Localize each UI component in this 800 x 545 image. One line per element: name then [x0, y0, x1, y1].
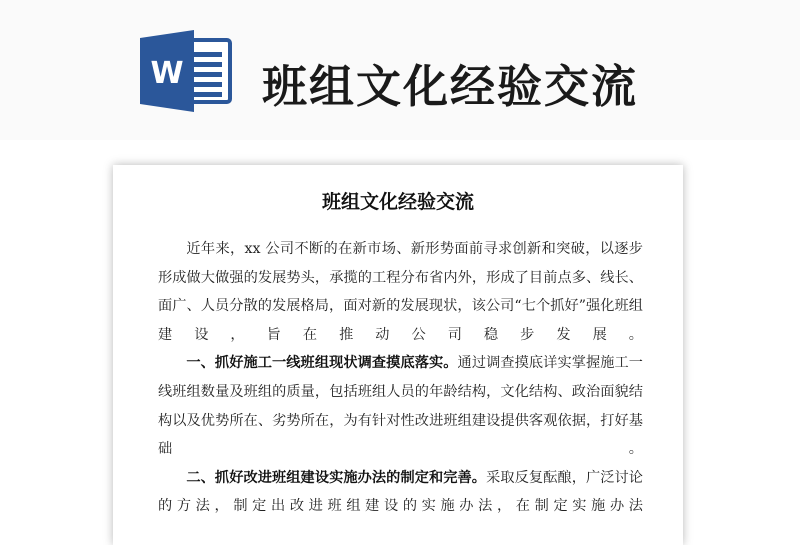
section-one-paragraph [158, 349, 643, 463]
banner-title: 班组文化经验交流 [262, 60, 639, 113]
word-icon [138, 28, 234, 114]
paragraph-text: 采取反复酝酿，广泛讨论的方法，制定出改进班组建设的实施办法，在制定实施办法 [158, 469, 643, 515]
word-logo-letter: W [150, 56, 184, 91]
section-two-paragraph [158, 464, 643, 521]
paragraph-heading: 二、抓好改进班组建设实施办法的制定和完善。 [186, 469, 487, 486]
header-banner [0, 0, 800, 140]
paragraph-text: 通过调查摸底详实掌握施工一线班组数量及班组的质量，包括班组人员的年龄结构，文化结构、政治面貌结构以及优势所在、劣势所在，为有针对性改进班组建设提供客观依据，打好基础。 [158, 355, 643, 458]
paragraph-heading: 一、抓好施工一线班组现状调查摸底落实。 [186, 355, 458, 372]
paragraph-text: 近年来，xx 公司不断的在新市场、新形势面前寻求创新和突破，以逐步形成做大做强的发展势头，承揽的工程分布省内外，形成了目前点多、线长、面广、人员分散的发展格局，面对新的发展现状，该公司“七个抓好”强化班组建设，旨在推动公司稳步发展。 [158, 241, 643, 343]
document-title: 班组文化经验交流 [321, 191, 474, 213]
document-page [113, 165, 683, 545]
intro-paragraph [158, 235, 643, 349]
document-body [158, 235, 643, 521]
